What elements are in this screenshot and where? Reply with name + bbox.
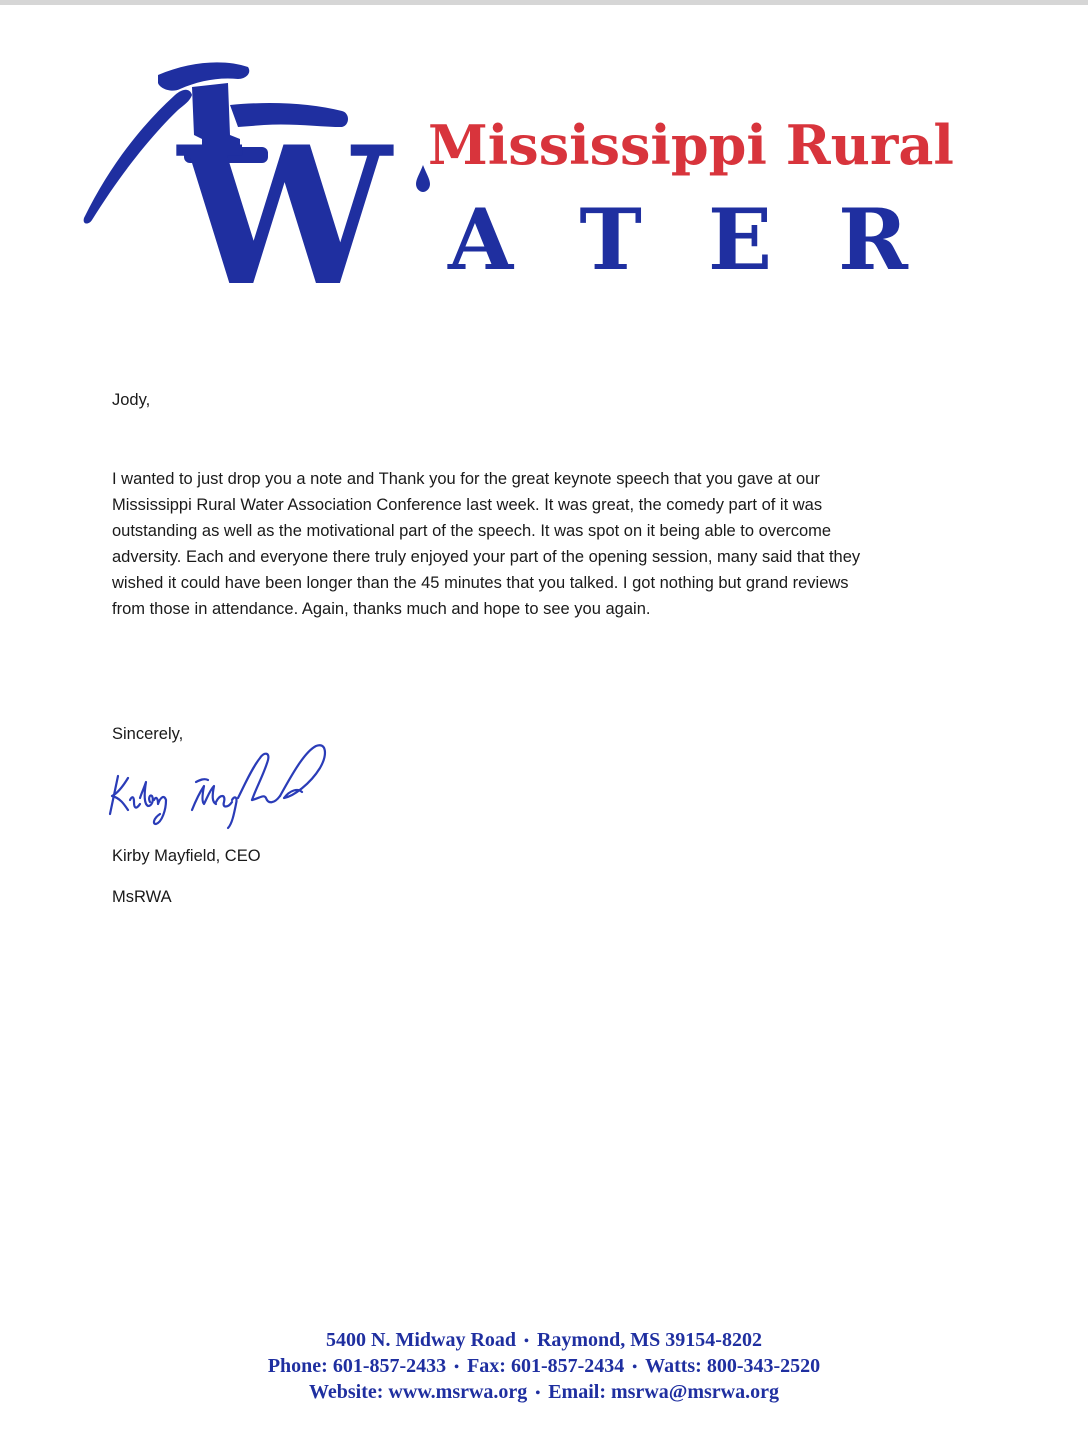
body-line: I wanted to just drop you a note and Thank you for the great keynote speech that you gave at our [112,470,820,488]
body-line: wished it could have been longer than the 45 minutes that you talked. I got nothing but grand reviews [112,574,849,592]
footer-separator: • [524,1333,529,1349]
footer-separator: • [535,1385,541,1401]
footer-fax: Fax: 601-857-2434 [467,1354,625,1377]
handwritten-signature [104,738,329,830]
org-letter-e: E [707,190,773,289]
signer-name: Kirby Mayfield, CEO [112,847,261,865]
org-letter-r: R [838,190,908,289]
closing: Sincerely, [112,725,184,743]
salutation: Jody, [112,391,151,409]
org-name-line1: Mississippi Rural [428,113,954,177]
footer-address: 5400 N. Midway Road [326,1329,517,1351]
letter-footer [0,1328,1088,1406]
logo-w-letter: W [178,105,392,295]
body-line: from those in attendance. Again, thanks much and hope to see you again. [112,600,651,618]
letter-body [112,466,992,622]
letterhead [80,55,1000,295]
footer-separator: • [454,1359,460,1375]
footer-separator: • [632,1359,638,1375]
footer-email: Email: msrwa@msrwa.org [548,1380,779,1403]
footer-website: Website: www.msrwa.org [309,1380,528,1403]
body-line: adversity. Each and everyone there truly enjoyed your part of the opening session, many said that they [112,548,861,566]
footer-web-line [0,1380,1088,1406]
org-letter-a: A [448,190,514,289]
body-line: outstanding as well as the motivational part of the speech. It was spot on it being able to overcome [112,522,832,540]
footer-address-line [0,1328,1088,1354]
org-letter-t: T [579,190,642,289]
top-edge-bar [0,0,1088,5]
footer-city: Raymond, MS 39154-8202 [536,1329,762,1351]
footer-contact-line [0,1354,1088,1380]
signer-org: MsRWA [112,888,172,906]
body-line: Mississippi Rural Water Association Conference last week. It was great, the comedy part of it was [112,496,823,514]
footer-watts: Watts: 800-343-2520 [645,1354,821,1377]
footer-phone: Phone: 601-857-2433 [267,1354,447,1377]
org-name-line2 [448,190,908,289]
water-pump-logo [80,55,440,295]
